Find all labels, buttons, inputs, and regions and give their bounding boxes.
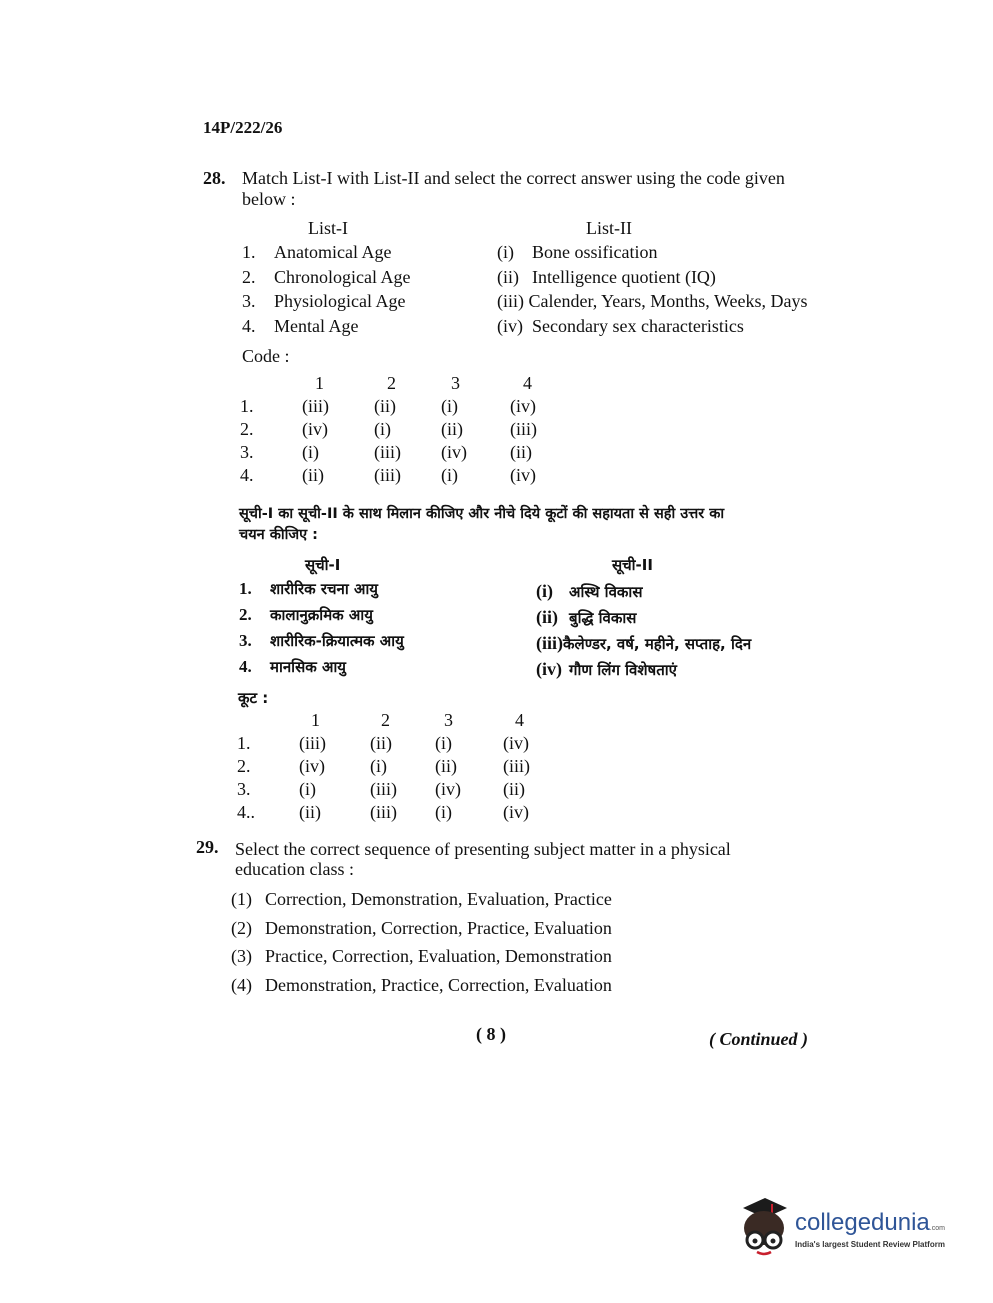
brand-name: collegedunia.com bbox=[795, 1209, 945, 1236]
code-table bbox=[240, 372, 573, 487]
hindi-list2 bbox=[536, 580, 806, 684]
list2-title: List-II bbox=[586, 218, 632, 238]
hindi-list2-item: (ii) बुद्धि विकास bbox=[536, 607, 637, 627]
brand-tagline: India's largest Student Review Platform bbox=[795, 1240, 945, 1249]
list2 bbox=[497, 241, 827, 339]
q29-stem-line2: education class : bbox=[235, 859, 354, 879]
list1-title: List-I bbox=[308, 218, 348, 238]
q29-option: (2) Demonstration, Correction, Practice, Evaluation bbox=[231, 917, 612, 938]
q29-stem-line1: Select the correct sequence of presenting subject matter in a physical bbox=[235, 839, 731, 859]
hindi-list1-item: 3. शारीरिक-क्रियात्मक आयु bbox=[239, 631, 404, 650]
q29-option: (4) Demonstration, Practice, Correction, Evaluation bbox=[231, 974, 612, 995]
hindi-list1-item: 4. मानसिक आयु bbox=[239, 657, 346, 676]
code-col-head: 1 bbox=[315, 373, 324, 393]
hindi-list2-title: सूची-II bbox=[612, 556, 653, 574]
code-row: 3. (i) (iii) (iv) (ii) bbox=[237, 779, 525, 799]
code-col-head: 2 bbox=[387, 373, 396, 393]
hindi-list1-item: 1. शारीरिक रचना आयु bbox=[239, 579, 378, 598]
list1-item: 2. Chronological Age bbox=[242, 266, 411, 287]
q28-stem-line2: below : bbox=[242, 189, 296, 209]
hindi-list1 bbox=[239, 578, 479, 682]
paper-code: 14P/222/26 bbox=[203, 118, 283, 137]
code-col-head: 3 bbox=[451, 373, 460, 393]
code-row: 2. (iv) (i) (ii) (iii) bbox=[237, 756, 530, 776]
collegedunia-watermark bbox=[735, 1196, 965, 1266]
list2-item: (ii) Intelligence quotient (IQ) bbox=[497, 266, 716, 287]
continued-label: ( Continued ) bbox=[709, 1029, 809, 1049]
list1-item: 4. Mental Age bbox=[242, 315, 359, 336]
hindi-code-label: कूट : bbox=[238, 689, 269, 707]
q28-hindi-stem-line2: चयन कीजिए : bbox=[239, 527, 318, 543]
mascot-logo-icon bbox=[735, 1196, 793, 1258]
hindi-list2-item: (iii)कैलेण्डर, वर्ष, महीने, सप्ताह, दिन bbox=[536, 633, 752, 653]
list2-item: (i) Bone ossification bbox=[497, 242, 658, 262]
code-row: 3. (i) (iii) (iv) (ii) bbox=[240, 442, 532, 462]
hindi-list1-title: सूची-I bbox=[305, 556, 341, 574]
list2-item: (iii) Calender, Years, Months, Weeks, Days bbox=[497, 291, 808, 311]
code-row: 4. (ii) (iii) (i) (iv) bbox=[240, 465, 536, 485]
hindi-code-table bbox=[237, 709, 565, 824]
hindi-list1-item: 2. कालानुक्रमिक आयु bbox=[239, 605, 373, 624]
code-row: 1. (iii) (ii) (i) (iv) bbox=[237, 733, 529, 753]
list1-item: 3. Physiological Age bbox=[242, 291, 406, 311]
q29-options bbox=[231, 888, 651, 1002]
code-row: 4.. (ii) (iii) (i) (iv) bbox=[237, 802, 529, 822]
q29-option: (1) Correction, Demonstration, Evaluation, Practice bbox=[231, 889, 612, 909]
code-row: 1. (iii) (ii) (i) (iv) bbox=[240, 396, 536, 416]
hindi-list2-item: (i) अस्थि विकास bbox=[536, 581, 643, 601]
q28-hindi-stem-line1: सूची-I का सूची-II के साथ मिलान कीजिए और नीचे दिये कूटों की सहायता से सही उत्तर का bbox=[239, 506, 725, 522]
code-header-row bbox=[240, 372, 573, 395]
page-number: ( 8 ) bbox=[476, 1024, 506, 1044]
code-row: 2. (iv) (i) (ii) (iii) bbox=[240, 419, 537, 439]
code-col-head: 4 bbox=[523, 373, 532, 393]
hindi-list2-item: (iv) गौण लिंग विशेषताएं bbox=[536, 659, 677, 679]
q28-stem-line1: Match List-I with List-II and select the correct answer using the code given bbox=[242, 168, 785, 188]
code-header-row: 1 2 3 4 bbox=[311, 710, 524, 730]
list1-item: 1. Anatomical Age bbox=[242, 242, 392, 262]
q29-option: (3) Practice, Correction, Evaluation, Demonstration bbox=[231, 946, 612, 966]
q29-number: 29. bbox=[196, 837, 219, 857]
list2-item: (iv) Secondary sex characteristics bbox=[497, 315, 744, 336]
list1 bbox=[242, 241, 442, 339]
q28-number: 28. bbox=[203, 168, 226, 188]
code-label: Code : bbox=[242, 346, 290, 366]
